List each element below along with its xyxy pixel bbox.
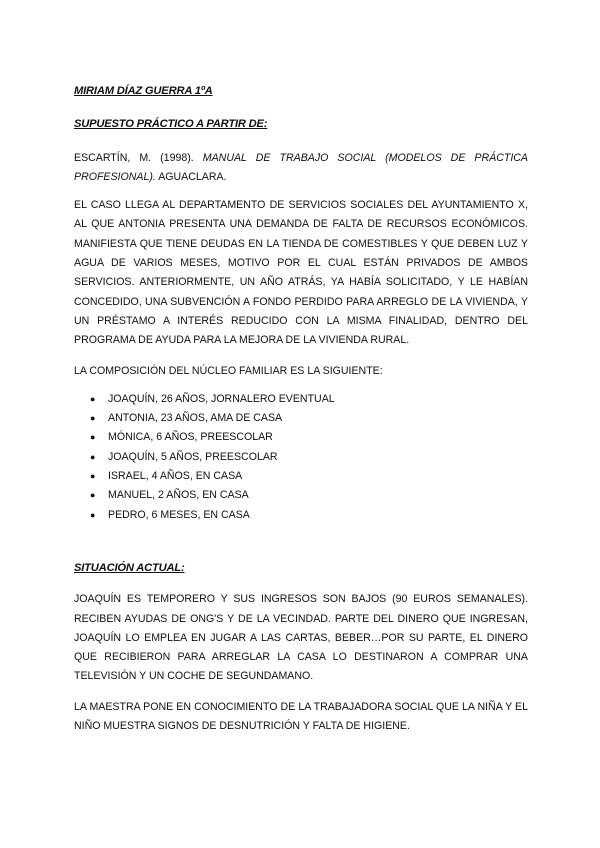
bullet-icon: ●	[90, 490, 96, 501]
reference-author-year: ESCARTÍN, M. (1998).	[74, 151, 194, 164]
situacion-heading: SITUACIÓN ACTUAL:	[74, 561, 185, 574]
author-heading: MIRIAM DÍAZ GUERRA 1ºA	[74, 85, 213, 97]
bullet-icon: ●	[90, 432, 96, 443]
bullet-icon: ●	[90, 413, 96, 424]
family-member-item	[74, 486, 528, 505]
reference-title: MANUAL DE TRABAJO SOCIAL (MODELOS DE PRÁCTICA PROFESIONAL).	[74, 151, 528, 183]
supuesto-heading: SUPUESTO PRÁCTICO A PARTIR DE:	[74, 118, 268, 131]
bibliographic-reference	[74, 149, 528, 188]
bullet-icon: ●	[90, 471, 96, 482]
family-member-item	[74, 467, 528, 486]
situacion-paragraph-2: LA MAESTRA PONE EN CONOCIMIENTO DE LA TRABAJADORA SOCIAL QUE LA NIÑA Y EL NIÑO MUESTRA SIGNOS DE DESNUTRICIÓN Y FALTA DE HIGIENE.	[74, 700, 528, 733]
family-member-text: MÓNICA, 6 AÑOS, PREESCOLAR	[108, 431, 273, 444]
family-member-item	[74, 409, 528, 428]
bullet-icon: ●	[90, 451, 96, 462]
bullet-icon: ●	[90, 509, 96, 520]
family-member-text: JOAQUÍN, 5 AÑOS, PREESCOLAR	[108, 450, 278, 463]
family-member-text: PEDRO, 6 MESES, EN CASA	[108, 508, 250, 521]
case-paragraph: EL CASO LLEGA AL DEPARTAMENTO DE SERVICIOS SOCIALES DEL AYUNTAMIENTO X, AL QUE ANTONIA PRESENTA UNA DEMANDA DE FALTA DE RECURSOS ECONÓMICOS. MANIFIESTA QUE TIENE DEUDAS EN LA TIENDA DE COMESTIBLES Y QUE DEBEN LUZ Y AGUA DE VARIOS MESES, MOTIVO POR EL CUAL ESTÁN PRIVADOS DE AMBOS SERVICIOS. ANTERIORMENTE, UN AÑO ATRÁS, YA HABÍA SOLICITADO, Y LE HABÍAN CONCEDIDO, UNA SUBVENCIÓN A FONDO PERDIDO PARA ARREGLO DE LA VIVIENDA, Y UN PRÉSTAMO A INTERÉS REDUCIDO CON LA MISMA FINALIDAD, DENTRO DEL PROGRAMA DE AYUDA PARA LA MEJORA DE LA VIVIENDA RURAL.	[74, 199, 528, 347]
family-member-item	[74, 428, 528, 447]
composition-intro: LA COMPOSICIÓN DEL NÚCLEO FAMILIAR ES LA SIGUIENTE:	[74, 364, 383, 377]
family-member-item	[74, 448, 528, 467]
family-member-item	[74, 390, 528, 409]
family-member-text: MANUEL, 2 AÑOS, EN CASA	[108, 489, 249, 502]
family-member-text: ISRAEL, 4 AÑOS, EN CASA	[108, 470, 243, 483]
situacion-paragraph-1: JOAQUÍN ES TEMPORERO Y SUS INGRESOS SON BAJOS (90 EUROS SEMANALES). RECIBEN AYUDAS DE ONG'S Y DE LA VECINDAD. PARTE DEL DINERO QUE INGRESAN, JOAQUÍN LO EMPLEA EN JUGAR A LAS CARTAS, BEBER…POR SU PARTE, EL DINERO QUE RECIBIERON PARA ARREGLAR LA CASA LO DESTINARON A COMPRAR UNA TELEVISIÓN Y UN COCHE DE SEGUNDAMANO.	[74, 593, 528, 683]
family-list	[74, 390, 528, 525]
family-member-text: ANTONIA, 23 AÑOS, AMA DE CASA	[108, 412, 283, 425]
bullet-icon: ●	[90, 393, 96, 404]
family-member-text: JOAQUÍN, 26 AÑOS, JORNALERO EVENTUAL	[108, 392, 335, 405]
document-content	[74, 82, 528, 747]
family-member-item	[74, 506, 528, 525]
reference-publisher: AGUACLARA.	[158, 170, 227, 183]
